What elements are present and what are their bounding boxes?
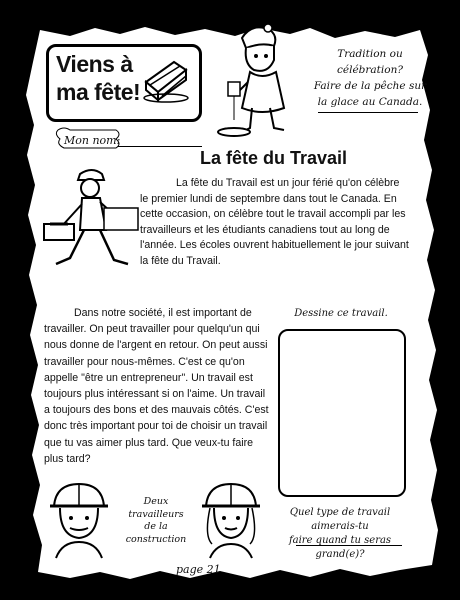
paragraph-work: Dans notre société, il est important de travailler. On peut travailler pour quelqu'un qui nous donne de l'argent en retour. On peut aussi travailler pour nous-mêmes. C'est ce qu'on appelle "être un entrepreneur". Un travail est toujours plus intéressant si on l'aime. Un travail a toujours des bons et des mauvais côtés. C'est donc très important pour toi de choisir un travail que tu vas aimer plus tard. Que veux-tu faire plus tard? [44, 307, 269, 465]
draw-label: Dessine ce travail. [294, 308, 388, 319]
title-line-2: ma fête! [56, 79, 141, 105]
side-note [300, 46, 440, 110]
construction-worker-woman-illustration [200, 480, 262, 560]
page-number: page 21 [176, 563, 221, 576]
name-field[interactable] [118, 146, 202, 147]
question-line-1: Quel type de travail aimerais-tu [289, 507, 391, 532]
construction-worker-man-illustration [48, 480, 110, 560]
name-label: Mon nom: [64, 134, 121, 147]
caption-line-2: travailleurs [128, 508, 184, 520]
side-note-line-4: la glace au Canada. [317, 96, 423, 108]
caption-line-3: de la [144, 521, 168, 532]
answer-line[interactable] [296, 545, 402, 546]
illustration-caption [116, 496, 196, 546]
side-note-line-2: célébration? [337, 64, 403, 76]
drawing-area[interactable] [278, 329, 406, 497]
paragraph-intro: La fête du Travail est un jour férié qu'on célèbre le premier lundi de septembre dans tout le Canada. En cette occasion, on célèbre tout le travail accompli par les travailleurs et les étudiants canadiens tout au long de l'année. Les écoles ouvrent habituellement le jour suivant la fête du Travail. [140, 177, 409, 267]
side-note-line-1: Tradition ou [337, 48, 403, 60]
side-note-line-3: Faire de la pêche sur [313, 80, 427, 92]
title-line-1: Viens à [56, 51, 133, 77]
cake-slice-icon [140, 54, 192, 104]
question-line-2: faire quand tu seras grand(e)? [288, 535, 392, 560]
side-note-answer-line [318, 112, 418, 113]
question-text [270, 506, 410, 562]
ice-fisher-illustration [212, 20, 302, 140]
worker-toolbox-illustration [40, 164, 140, 282]
caption-line-4: construction [125, 533, 187, 545]
section-heading: La fête du Travail [200, 148, 348, 168]
page-title [56, 50, 140, 106]
caption-line-1: Deux [143, 496, 169, 507]
